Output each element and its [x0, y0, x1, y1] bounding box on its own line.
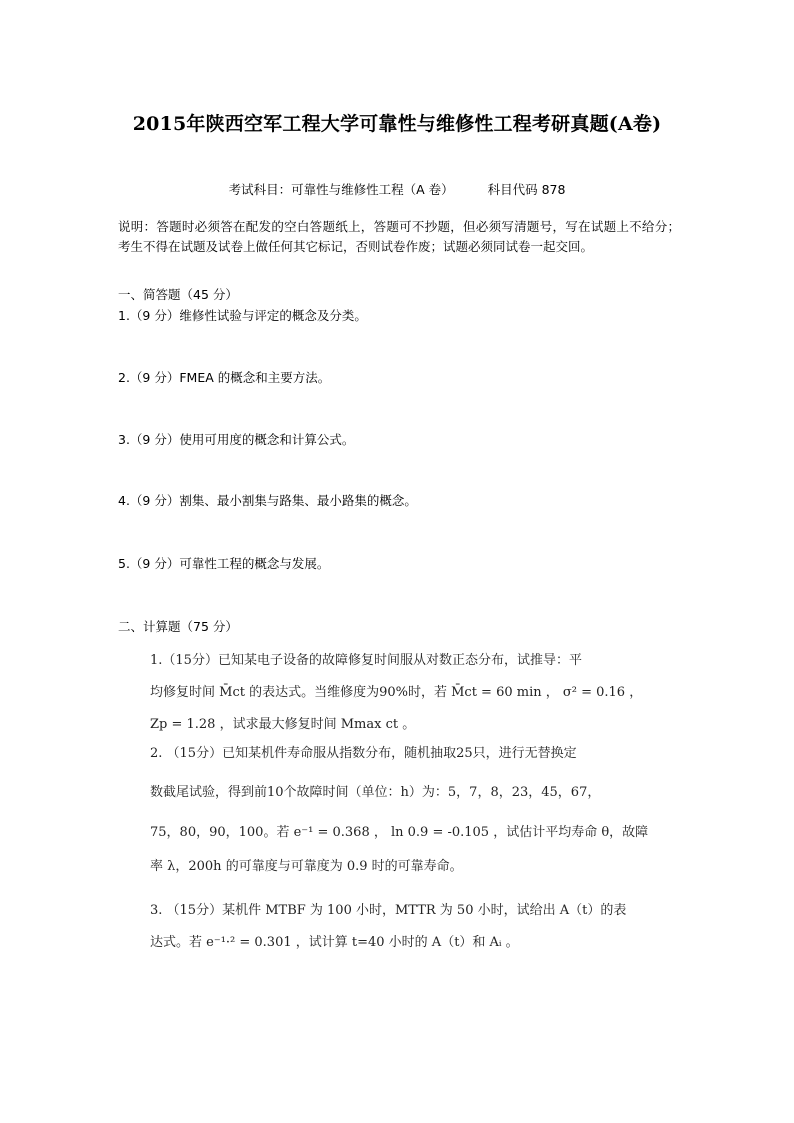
calc-q1-line-1: 1.（15分）已知某电子设备的故障修复时间服从对数正态分布，试推导：平 [150, 653, 582, 668]
exam-instructions: 说明：答题时必须答在配发的空白答题纸上，答题可不抄题，但必须写清题号，写在试题上不给分； 考生不得在试题及试卷上做任何其它标记，否则试卷作废；试题必须同试卷一起交回。 [118, 219, 680, 254]
calc-q1-line-2: 均修复时间 M̄ct 的表达式。当维修度为90%时，若 M̄ct = 60 min ， σ² = 0.16 ， [150, 685, 643, 700]
calc-question-1 [150, 650, 643, 742]
calc-question-3 [150, 900, 640, 962]
calc-q2-line-2: 数截尾试验，得到前10个故障时间（单位：h）为：5，7，8，23，45，67， [150, 785, 601, 800]
calc-q3-line-1: 3. （15分）某机件 MTBF 为 100 小时，MTTR 为 50 小时，试给出 A（t）的表 [150, 903, 627, 918]
section-heading-short-answer: 一、简答题（45 分） [118, 287, 238, 302]
question-short-3: 3.（9 分）使用可用度的概念和计算公式。 [118, 432, 355, 447]
exam-title: 2015年陕西空军工程大学可靠性与维修性工程考研真题(A卷) [132, 113, 662, 135]
question-short-1: 1.（9 分）维修性试验与评定的概念及分类。 [118, 308, 367, 323]
question-short-4: 4.（9 分）割集、最小割集与路集、最小路集的概念。 [118, 493, 417, 508]
subject-code: 科目代码 878 [487, 182, 566, 197]
calc-q1-line-3: Zp = 1.28 ，试求最大修复时间 Mmax ct 。 [150, 717, 416, 732]
section-heading-calculation: 二、计算题（75 分） [118, 619, 238, 634]
calc-q2-line-4: 率 λ，200h 的可靠度与可靠度为 0.9 时的可靠寿命。 [150, 859, 463, 874]
calc-question-2 [150, 743, 649, 886]
question-short-2: 2.（9 分）FMEA 的概念和主要方法。 [118, 370, 331, 385]
calc-q2-line-3: 75，80，90，100。若 e⁻¹ = 0.368 ， ln 0.9 = -0.105 ，试估计平均寿命 θ，故障 [150, 825, 649, 840]
calc-q2-line-1: 2. （15分）已知某机件寿命服从指数分布，随机抽取25只，进行无替换定 [150, 746, 577, 761]
exam-subject-line [0, 180, 794, 200]
calc-q3-line-2: 达式。若 e⁻¹·² = 0.301 ，试计算 t=40 小时的 A（t）和 Aᵢ 。 [150, 935, 519, 950]
question-short-5: 5.（9 分）可靠性工程的概念与发展。 [118, 556, 330, 571]
subject-label: 考试科目：可靠性与维修性工程（A 卷） [228, 182, 454, 197]
